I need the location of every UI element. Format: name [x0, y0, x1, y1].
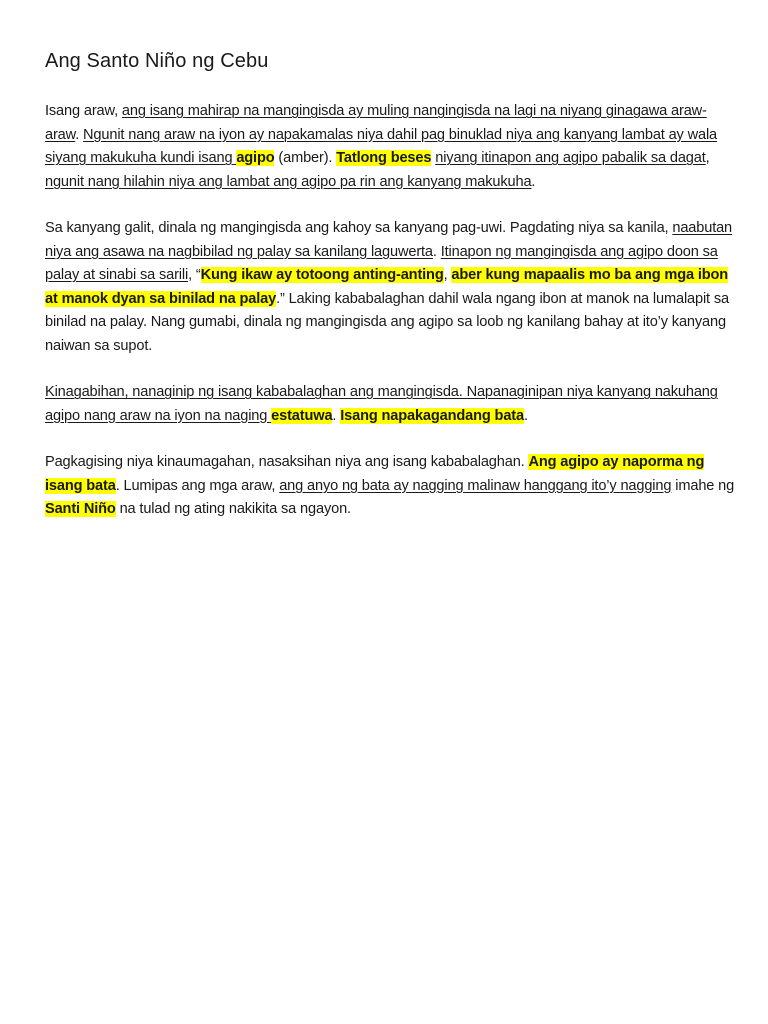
text-run: . — [523, 407, 528, 424]
underlined-text: Itinapon ng mangingisda ang agipo doon sa palay at sinabi sa sarili — [45, 243, 718, 283]
highlighted-text: aber kung mapaalis mo ba ang mga ibon at manok dyan sa binilad na palay — [45, 267, 729, 307]
text-run: , “ — [188, 267, 201, 283]
text-run: Isang araw, — [45, 103, 122, 119]
highlighted-text: Santi Niño — [45, 501, 116, 517]
highlighted-text: Isang napakagandang bata — [340, 407, 524, 424]
paragraph-3 — [45, 381, 735, 428]
paragraph-4 — [45, 451, 735, 522]
highlighted-text: estatuwa — [271, 407, 333, 424]
text-run: (amber). — [274, 150, 337, 166]
text-run: Sa kanyang galit, dinala ng mangingisda ang kahoy sa kanyang pag-uwi. Pagdating niya sa kanila, — [45, 220, 673, 236]
text-run: Pagkagising niya kinaumagahan, nasaksihan niya ang isang kababalaghan. — [45, 454, 529, 470]
text-run: . — [531, 173, 536, 190]
text-run: imahe ng — [671, 477, 735, 494]
underlined-text: naabutan niya ang asawa na nagbibilad ng palay sa kanilang laguwerta — [45, 220, 733, 260]
highlighted-text: Ang agipo ay naporma ng isang bata — [45, 454, 705, 494]
underlined-text: niyang itinapon ang agipo pabalik sa dagat — [435, 150, 706, 166]
underlined-text: Ngunit nang araw na iyon ay napakamalas niya dahil pag binuklad niya ang kanyang lambat ay wala siyang makukuha kundi isang — [45, 126, 718, 166]
text-run: . — [332, 407, 341, 424]
text-run: .” Laking kababalaghan dahil wala ngang ibon at manok na lumalapit sa binilad na palay. Nang gumabi, dinala ng mangingisda ang agipo sa loob ng kanilang bahay at ito’y kanyang naiwan sa supot. — [45, 290, 729, 354]
text-run: na tulad ng ating nakikita sa ngayon. — [115, 501, 351, 517]
text-run: . Lumipas ang mga araw, — [115, 477, 280, 494]
underlined-text: Kinagabihan, nanaginip ng isang kababalaghan ang mangingisda. Napanaginipan niya kanyang nakuhang agipo nang araw na iyon na naging — [45, 384, 718, 424]
document-title: Ang Santo Niño ng Cebu — [45, 50, 269, 72]
underlined-text: ang anyo ng bata ay nagging malinaw hanggang ito’y nagging — [279, 477, 672, 494]
text-run: , — [705, 150, 710, 166]
text-run: . — [75, 126, 84, 143]
paragraph-2 — [45, 217, 735, 358]
underlined-text: ngunit nang hilahin niya ang lambat ang agipo pa rin ang kanyang makukuha — [45, 173, 532, 190]
paragraph-1 — [45, 100, 735, 194]
text-run: . — [432, 243, 441, 260]
underlined-text: ang isang mahirap na mangingisda ay muling nangingisda na lagi na niyang ginagawa araw-araw — [45, 103, 707, 143]
document-page — [45, 48, 735, 522]
highlighted-text: Kung ikaw ay totoong anting-anting — [200, 267, 444, 283]
highlighted-text: Tatlong beses — [336, 150, 432, 166]
text-run: , — [443, 267, 452, 283]
highlighted-text: agipo — [236, 150, 275, 166]
